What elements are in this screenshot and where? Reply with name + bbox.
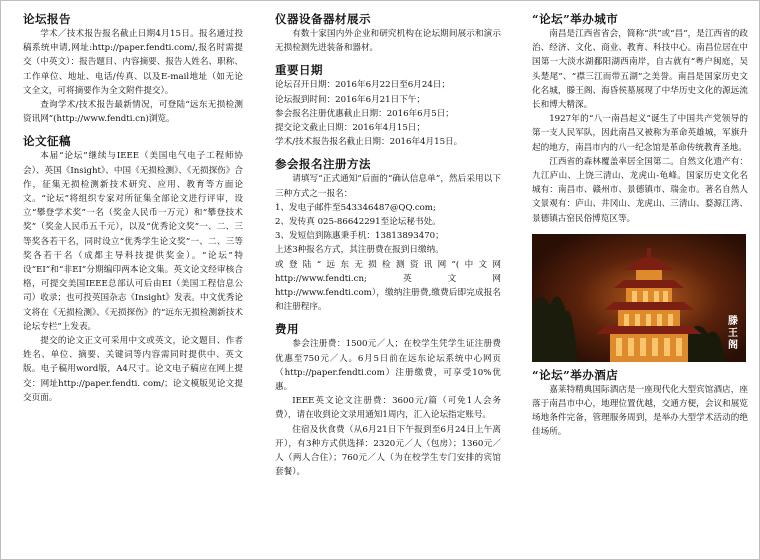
registration-item: 3、发短信到陈惠秉手机：13813893470； xyxy=(275,231,444,242)
column-middle xyxy=(275,11,501,553)
section-title-hotel: “论坛”举办酒店 xyxy=(532,367,619,382)
section-title-reports: 论坛报告 xyxy=(23,12,71,26)
papers-paragraph-2: 提交的论文正文可采用中文或英文，论文题目、作者姓名、单位、摘要、关键词等内容需同时提供中、英文版。电子稿用word版，A4尺寸。论文电子稿应在网上提交：网址http://paper.fendti. com/；论文模版见论文提交页面。 xyxy=(23,336,243,403)
city-paragraph-1: 南昌是江西省省会，简称“洪”或“昌”，是江西省的政治、经济、文化、商业、教育、科技中心。南昌位居在中国第一大淡水湖鄱阳湖西南岸，自古就有“粤户闽庭，吴头楚尾”、“襟三江而带五湖”之美誉。南昌是国家历史文化名城，滕王阁、海昏侯墓展现了中华历史文化的源远流长和博大精深。 xyxy=(532,29,748,111)
registration-item: 1、发电子邮件至543346487@QQ.com; xyxy=(275,202,436,213)
city-paragraph-3: 江西省的森林覆盖率居全国第二。自然文化遗产有：九江庐山、上饶三清山、龙虎山-龟峰。国家历史文化名城有：南昌市、赣州市、景德镇市、瑞金市。著名自然人文景观有：庐山、井冈山、龙虎山、三清山、婺源江湾、景德镇古窑民俗博览区等。 xyxy=(532,156,748,224)
fees-paragraph-2: IEEE英文论文注册费：3600元/篇（可免1人会务费），请在收到论文录用通知1周内，汇入论坛指定账号。 xyxy=(275,396,501,421)
date-line: 论坛报到时间：2016年6月21日下午； xyxy=(275,94,425,105)
column-right xyxy=(532,11,748,553)
papers-paragraph-1: 本届“论坛”继续与IEEE（美国电气电子工程师协会）、英国《Insight》、中国《无损检测》、《无损探伤》合作，征集无损检测新技术研究、应用、教育等方面论文。“论坛”将组织专家对所征集全部论文进行评审，设立“攀登学术奖”一名（奖金人民币一万元）和“攀登技术奖”（奖金人民币五千元），以及“优秀论文奖”一、二、三等奖各若干名，同时设立“优秀学生论文奖”一、二、三等奖各若干名（成都主导科技提供奖金）。“论坛”特设“EI”和“非EI”分期编印两本论文集。英文论文经审核合格，可提交美国IEEE总部认可后由EI（美国工程信息公司）收录；也可投英国杂志《Insight》发表。中文优秀论文将在《无损检测》、《无损探伤》的“远东无损检测新技术论坛专栏”上发表。 xyxy=(23,151,243,332)
registration-item: 上述3种报名方式，其注册费在报到日缴纳。 xyxy=(275,245,444,256)
date-line: 提交论文截止日期：2016年4月15日； xyxy=(275,123,425,134)
city-paragraph-2: 1927年的“八一南昌起义”诞生了中国共产党领导的第一支人民军队，因此南昌又被称为革命英雄城，军旗升起的地方，南昌市内的八一纪念馆是革命传统教育圣地。 xyxy=(532,114,748,153)
section-title-papers: 论文征稿 xyxy=(23,134,71,149)
reports-paragraph-1: 学术／技术报告报名截止日期4月15日。报名通过投稿系统申请,网址:http://paper.fendti.com/,报名时需提交（中英文）：报告题目、内容摘要、报告人姓名、职称、工作单位、地址、电话/传真、以及E-mail地址（如无论文全文，可将摘要作为全文附件提交）。 xyxy=(23,29,243,96)
hotel-paragraph: 嘉莱特精典国际酒店是一座现代化大型宾馆酒店，座落于南昌市中心，地理位置优越，交通方便，会议和展览场地条件完备，管理服务周到，是举办大型学术活动的绝佳场所。 xyxy=(532,384,748,438)
reports-paragraph-2: 查询学术/技术报告最新情况，可登陆“远东无损检测资讯网”(http://www.fendti.cn)浏览。 xyxy=(23,100,243,125)
date-line: 论坛召开日期：2016年6月22日至6月24日； xyxy=(275,80,450,91)
pavilion-photo xyxy=(532,234,746,362)
fees-paragraph-1: 参会注册费：1500元／人；在校学生凭学生证注册费优惠至750元／人。6月5日前在远东论坛系统中心网页（http://paper.fendti.com）注册缴费，可享受10%优惠。 xyxy=(275,339,501,393)
section-title-dates: 重要日期 xyxy=(275,63,323,78)
date-line: 参会报名注册优惠截止日期：2016年6月5日； xyxy=(275,108,454,119)
section-title-exhibit: 仪器设备器材展示 xyxy=(275,12,371,26)
section-title-city: “论坛”举办城市 xyxy=(532,12,619,26)
photo-caption: 滕王阁 xyxy=(728,315,738,351)
registration-item: 2、发传真 025-86642291至论坛秘书处。 xyxy=(275,217,441,228)
date-line: 学术/技术报告报名截止日期：2016年4月15日。 xyxy=(275,137,463,148)
section-title-registration: 参会报名注册方法 xyxy=(275,157,371,172)
section-title-fees: 费用 xyxy=(275,322,299,337)
column-left xyxy=(23,11,243,553)
registration-intro: 请填写“正式通知”后面的“确认信息单”，然后采用以下三种方式之一报名： xyxy=(275,174,501,199)
pavilion-illustration xyxy=(532,234,746,362)
registration-item: 或登陆“远东无损检测资讯网”(中文网 http://www.fendti.cn;英文网http://www.fendti.com），缴纳注册费,缴费后即完成报名和注册程序。 xyxy=(275,259,501,313)
exhibit-paragraph: 有数十家国内外企业和研究机构在论坛期间展示和演示无损检测先进装备和器材。 xyxy=(275,29,501,54)
fees-paragraph-3: 住宿及伙食费（从6月21日下午报到至6月24日上午离开），有3种方式供选择：2320元／人（包房）；1360元／人（两人合住）；760元／人（为在校学生专门安排的宾馆套餐）。 xyxy=(275,424,501,478)
